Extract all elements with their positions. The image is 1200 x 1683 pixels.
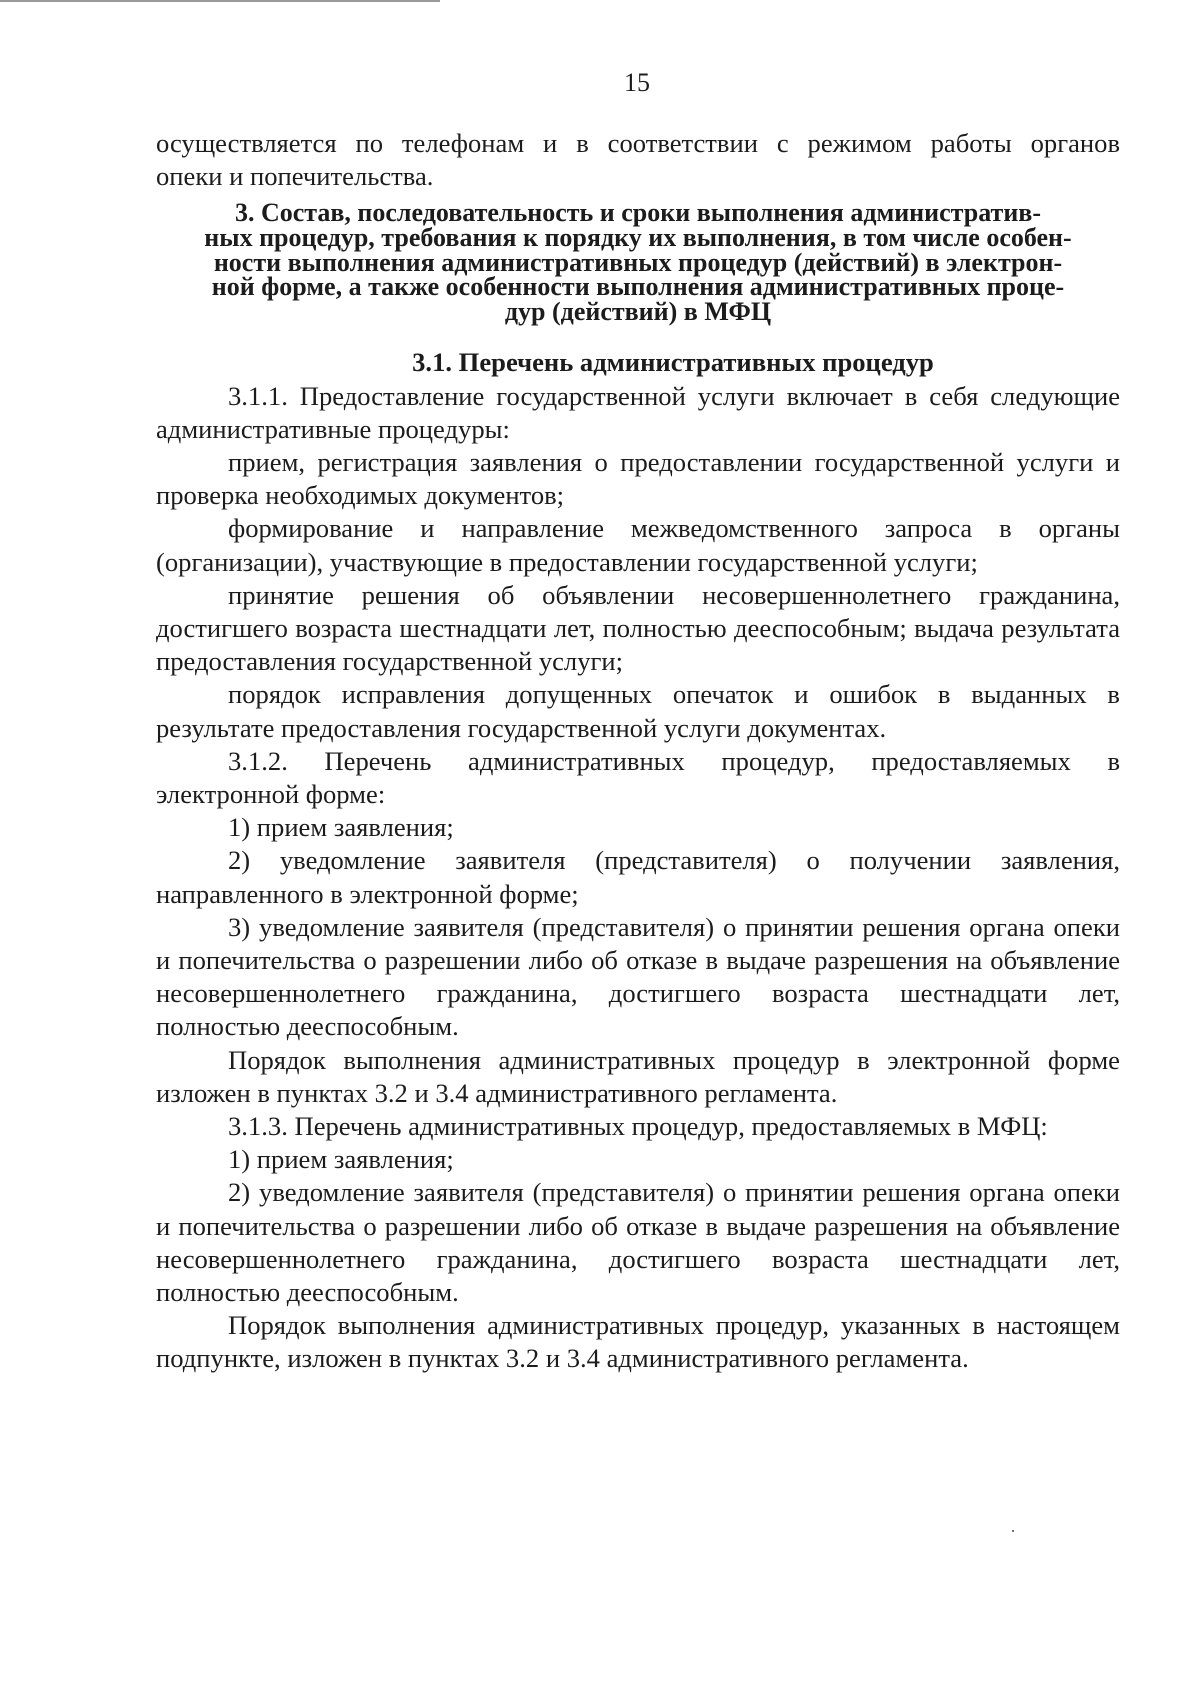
section-heading-line: ности выполнения административных процедур (действий) в электрон- (213, 247, 1063, 277)
section-heading-line: ных процедур, требования к порядку их выполнения, в том числе особен- (204, 223, 1072, 252)
scan-speck (1012, 1530, 1014, 1532)
paragraph: Порядок выполнения административных процедур в электронной форме изложен в пунктах 3.2 и 3.4 административного регламента. (156, 1044, 1120, 1108)
paragraph: принятие решения об объявлении несовершеннолетнего гражданина, достигшего возраста шестнадцати лет, полностью дееспособным; выдача результата предоставления государственной услуги; (156, 579, 1120, 677)
section-heading-line: 3. Состав, последовательность и сроки выполнения административ- (234, 198, 1042, 228)
intro-line-1: осуществляется по телефонам и в соответствии с режимом работы органов (156, 128, 1120, 158)
paragraph: 3.1.3. Перечень административных процедур, предоставляемых в МФЦ: (228, 1111, 1048, 1142)
paragraph: порядок исправления допущенных опечаток и ошибок в выданных в результате предоставления государственной услуги документах. (156, 679, 1120, 743)
list-item: 2) уведомление заявителя (представителя) о получении заявления, направленного в электронной форме; (156, 845, 1120, 909)
paragraph: 3.1.1. Предоставление государственной услуги включает в себя следующие административные процедуры: (156, 380, 1120, 444)
section-heading-line: ной форме, а также особенности выполнения административных проце- (211, 272, 1065, 302)
intro-line-2: опеки и попечительства. (156, 161, 434, 192)
scan-edge-line (0, 0, 440, 2)
page-number: 15 (624, 68, 650, 97)
section-heading-line: дур (действий) в МФЦ (504, 296, 772, 326)
section-heading (156, 198, 1120, 326)
list-item: 3) уведомление заявителя (представителя) о принятии решения органа опеки и попечительства о разрешении либо об отказе в выдаче разрешения на объявление несовершеннолетнего гражданина, достигшего возраста шестнадцати лет, полностью дееспособным. (156, 911, 1120, 1042)
list-item: 1) прием заявления; (228, 812, 454, 843)
list-item: 2) уведомление заявителя (представителя) о принятии решения органа опеки и попечительства о разрешении либо об отказе в выдаче разрешения на объявление несовершеннолетнего гражданина, достигшего возраста шестнадцати лет, полностью дееспособным. (156, 1177, 1120, 1308)
document-body (156, 127, 1120, 1376)
paragraph: прием, регистрация заявления о предоставлении государственной услуги и проверка необходимых документов; (156, 446, 1120, 511)
paragraph: 3.1.2. Перечень административных процедур, предоставляемых в электронной форме: (156, 745, 1120, 810)
paragraph: формирование и направление межведомственного запроса в органы (организации), участвующие в предоставлении государственной услуги; (156, 513, 1120, 577)
paragraph: Порядок выполнения административных процедур, указанных в настоящем подпункте, изложен в пунктах 3.2 и 3.4 административного регламента. (156, 1310, 1120, 1374)
list-item: 1) прием заявления; (228, 1144, 454, 1175)
subsection-heading: 3.1. Перечень административных процедур (412, 347, 934, 378)
